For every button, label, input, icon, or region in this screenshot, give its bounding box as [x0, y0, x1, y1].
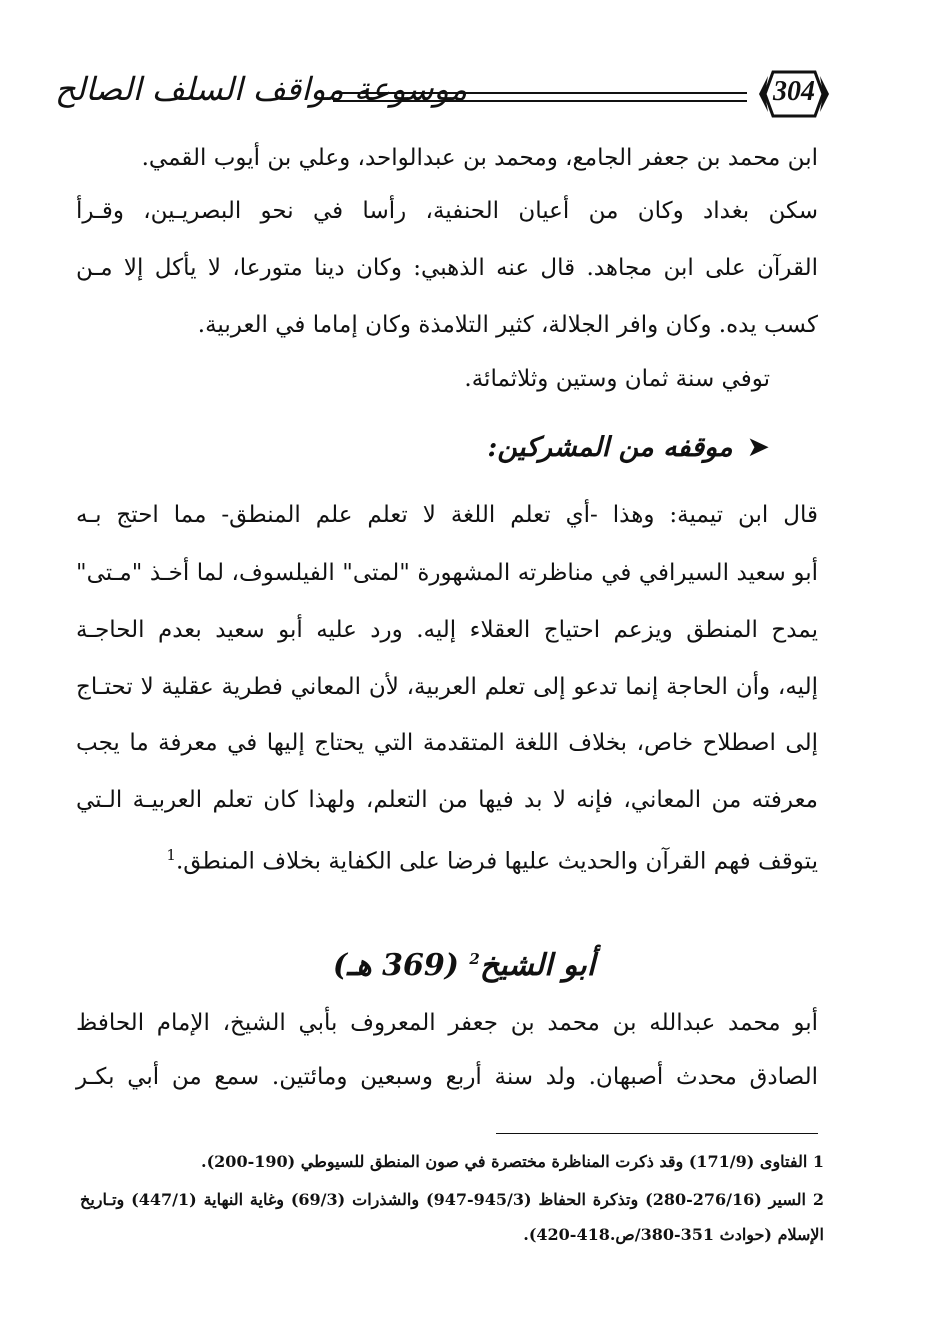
text-line: يمدح المنطق ويزعم احتياج العقلاء إليه. ورد عليه أبو سعيد بعدم الحاجـة: [76, 617, 818, 643]
header-rule: [333, 92, 747, 102]
text-line: إلى اصطلاح خاص، بخلاف اللغة المتقدمة التي يحتاج إليها في معرفة ما يجب: [76, 730, 818, 756]
text-line: القرآن على ابن مجاهد. قال عنه الذهبي: وكان دينا متورعا، لا يأكل إلا مـن: [76, 255, 818, 281]
text-line: [166, 840, 818, 877]
text-line: الصادق محدث أصبهان. ولد سنة أربع وسبعين ومائتين. سمع من أبي بكـر: [76, 1064, 818, 1090]
text-line-content: يتوقف فهم القرآن والحديث عليها فرضا على الكفاية بخلاف المنطق.: [175, 848, 818, 875]
text-line: إليه، وأن الحاجة إنما تدعو إلى تعلم العربية، لأن المعاني فطرية عقلية لا تحتـاج: [76, 674, 818, 700]
section-title: [0, 948, 928, 983]
footnote-rule: [496, 1133, 818, 1134]
book-title: موسوعة مواقف السلف الصالح: [55, 70, 468, 108]
text-line: قال ابن تيمية: وهذا -أي تعلم اللغة لا تعلم علم المنطق- مما احتج بـه: [76, 502, 819, 528]
arrow-bullet-icon: ➤: [746, 430, 770, 463]
text-line: أبو سعيد السيرافي في مناظرته المشهورة "لمتى" الفيلسوف، لما أخـذ "مـتى": [76, 560, 818, 586]
heading-text: موقفه من المشركين:: [487, 432, 733, 463]
footnote: 1 الفتاوى (171/9) وقد ذكرت المناظرة مختصرة في صون المنطق للسيوطي (190-200).: [201, 1152, 824, 1171]
page-header: [55, 62, 835, 132]
text-line: كسب يده. وكان وافر الجلالة، كثير التلامذة وكان إماما في العربية.: [197, 312, 818, 338]
footnote-ref: 2: [469, 950, 480, 968]
page-number: 304: [773, 76, 815, 107]
section-title-year: (369 هـ): [332, 948, 459, 983]
footnote: الإسلام (حوادث 351-380/ص.418-420).: [523, 1225, 824, 1244]
text-line: توفي سنة ثمان وستين وثلاثمائة.: [464, 366, 770, 392]
section-heading: [487, 430, 770, 463]
text-line: أبو محمد عبدالله بن محمد بن جعفر المعروف بأبي الشيخ، الإمام الحافظ: [76, 1010, 818, 1036]
text-line: ابن محمد بن جعفر الجامع، ومحمد بن عبدالواحد، وعلي بن أيوب القمي.: [141, 145, 818, 171]
footnote: 2 السير (276/16-280) وتذكرة الحفاظ (945/3-947) والشذرات (69/3) وغاية النهاية (447/1) وتـاريخ: [80, 1190, 825, 1209]
page-number-badge: [755, 66, 833, 122]
text-line: سكن بغداد وكان من أعيان الحنفية، رأسا في نحو البصريـين، وقـرأ: [76, 198, 818, 224]
section-title-name: أبو الشيخ: [479, 948, 596, 983]
text-line: معرفته من المعاني، فإنه لا بد فيها من التعلم، ولهذا كان تعلم العربيـة الـتي: [76, 787, 818, 813]
footnote-ref: 1: [166, 846, 176, 864]
